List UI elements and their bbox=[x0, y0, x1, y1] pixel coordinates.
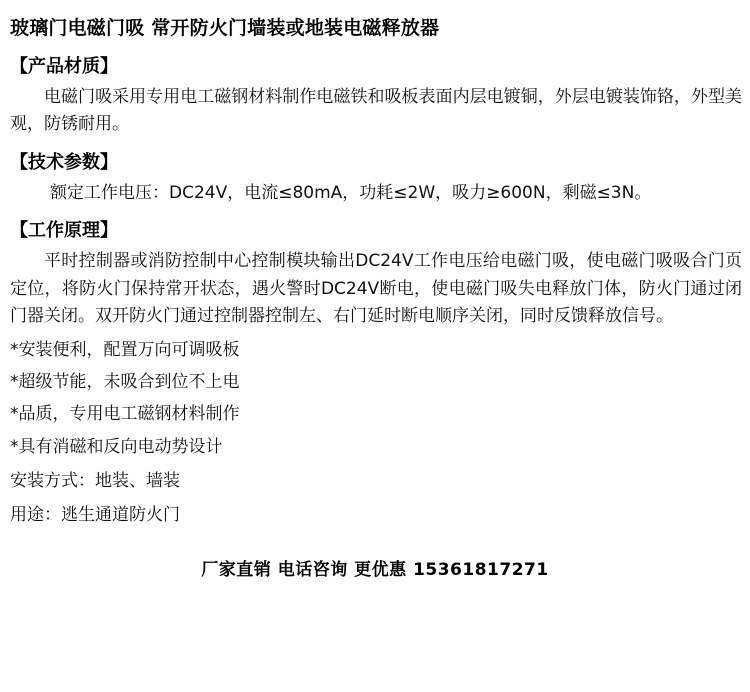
section-body-principle: 平时控制器或消防控制中心控制模块输出DC24V工作电压给电磁门吸，使电磁门吸吸合门页定位，将防火门保持常开状态，遇火警时DC24V断电，使电磁门吸失电释放门体，防火门通过闭门器关闭。双开防火门通过控制器控制左、右门延时断电顺序关闭，同时反馈释放信号。 bbox=[10, 251, 742, 327]
feature-item: *具有消磁和反向电动势设计 bbox=[10, 436, 223, 457]
section-body-material: 电磁门吸采用专用电工磁钢材料制作电磁铁和吸板表面内层电镀铜，外层电镀装饰铬，外型美观，防锈耐用。 bbox=[10, 86, 742, 135]
page-title: 玻璃门电磁门吸 常开防火门墙装或地装电磁释放器 bbox=[10, 17, 440, 39]
footer-contact: 厂家直销 电话咨询 更优惠 15361817271 bbox=[201, 559, 549, 580]
feature-item: *超级节能，未吸合到位不上电 bbox=[10, 372, 240, 393]
feature-item: *品质，专用电工磁钢材料制作 bbox=[10, 404, 240, 425]
usage-line: 用途：逃生通道防火门 bbox=[10, 505, 180, 526]
section-heading-specs: 【技术参数】 bbox=[10, 151, 118, 173]
feature-item: *安装便利，配置万向可调吸板 bbox=[10, 339, 240, 360]
section-heading-material: 【产品材质】 bbox=[10, 55, 118, 77]
section-body-specs: 额定工作电压：DC24V，电流≤80mA，功耗≤2W，吸力≥600N，剩磁≤3N。 bbox=[50, 182, 652, 203]
install-method-line: 安装方式：地装、墙装 bbox=[10, 471, 180, 492]
section-heading-principle: 【工作原理】 bbox=[10, 220, 118, 242]
